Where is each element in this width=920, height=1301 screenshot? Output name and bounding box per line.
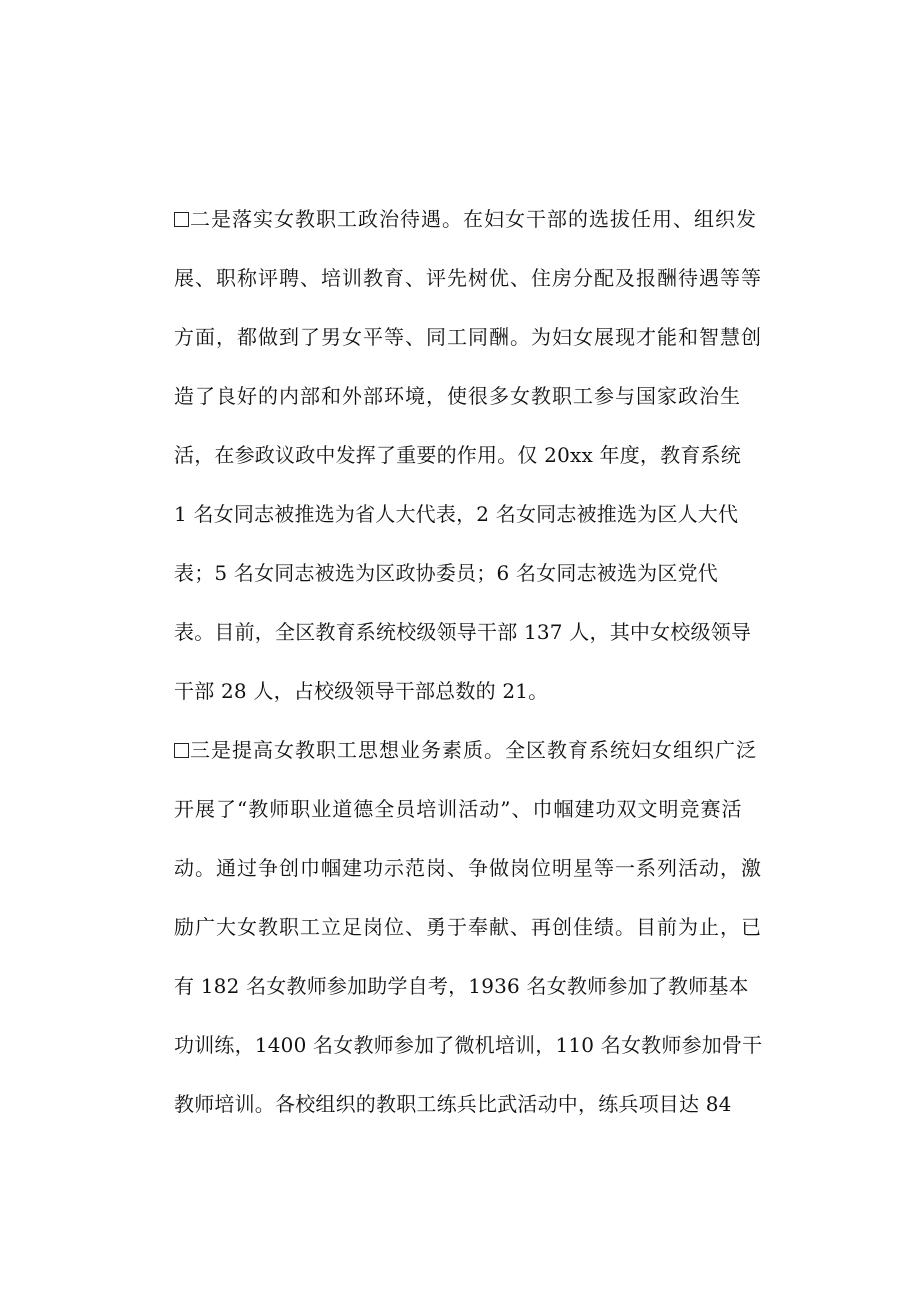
text-line: 三是提高女教职工思想业务素质。全区教育系统妇女组织广泛 (174, 721, 754, 780)
text-line: 动。通过争创巾帼建功示范岗、争做岗位明星等一系列活动，激 (174, 856, 762, 880)
text-line: 活，在参政议政中发挥了重要的作用。仅 20xx 年度，教育系统 (174, 443, 741, 467)
square-bullet-icon (174, 212, 189, 227)
text-line: 造了良好的内部和外部环境，使很多女教职工参与国家政治生 (174, 384, 741, 408)
text-line: 方面，都做到了男女平等、同工同酬。为妇女展现才能和智慧创 (174, 325, 762, 349)
text-line: 展、职称评聘、培训教育、评先树优、住房分配及报酬待遇等等 (174, 266, 762, 290)
paragraph-political-treatment (174, 190, 762, 721)
text-line: 表。目前，全区教育系统校级领导干部 137 人，其中女校级领导 (174, 620, 752, 644)
text-line: 1 名女同志被推选为省人大代表，2 名女同志被推选为区人大代 (174, 502, 739, 526)
square-bullet-icon (174, 743, 189, 758)
paragraph-professional-quality (174, 721, 763, 1134)
text-line: 有 182 名女教师参加助学自考，1936 名女教师参加了教师基本 (174, 974, 749, 998)
text-line: 二是落实女教职工政治待遇。在妇女干部的选拔任用、组织发 (174, 190, 754, 249)
body-text (174, 190, 763, 1134)
text-line: 教师培训。各校组织的教职工练兵比武活动中，练兵项目达 84 (174, 1092, 732, 1116)
text-line: 功训练，1400 名女教师参加了微机培训，110 名女教师参加骨干 (174, 1033, 763, 1057)
text-line: 干部 28 人，占校级领导干部总数的 21。 (174, 679, 549, 703)
text-line: 表；5 名女同志被选为区政协委员；6 名女同志被选为区党代 (174, 561, 718, 585)
text-line: 开展了“教师职业道德全员培训活动”、巾帼建功双文明竞赛活 (174, 797, 743, 821)
text-line: 励广大女教职工立足岗位、勇于奉献、再创佳绩。目前为止，已 (174, 915, 762, 939)
